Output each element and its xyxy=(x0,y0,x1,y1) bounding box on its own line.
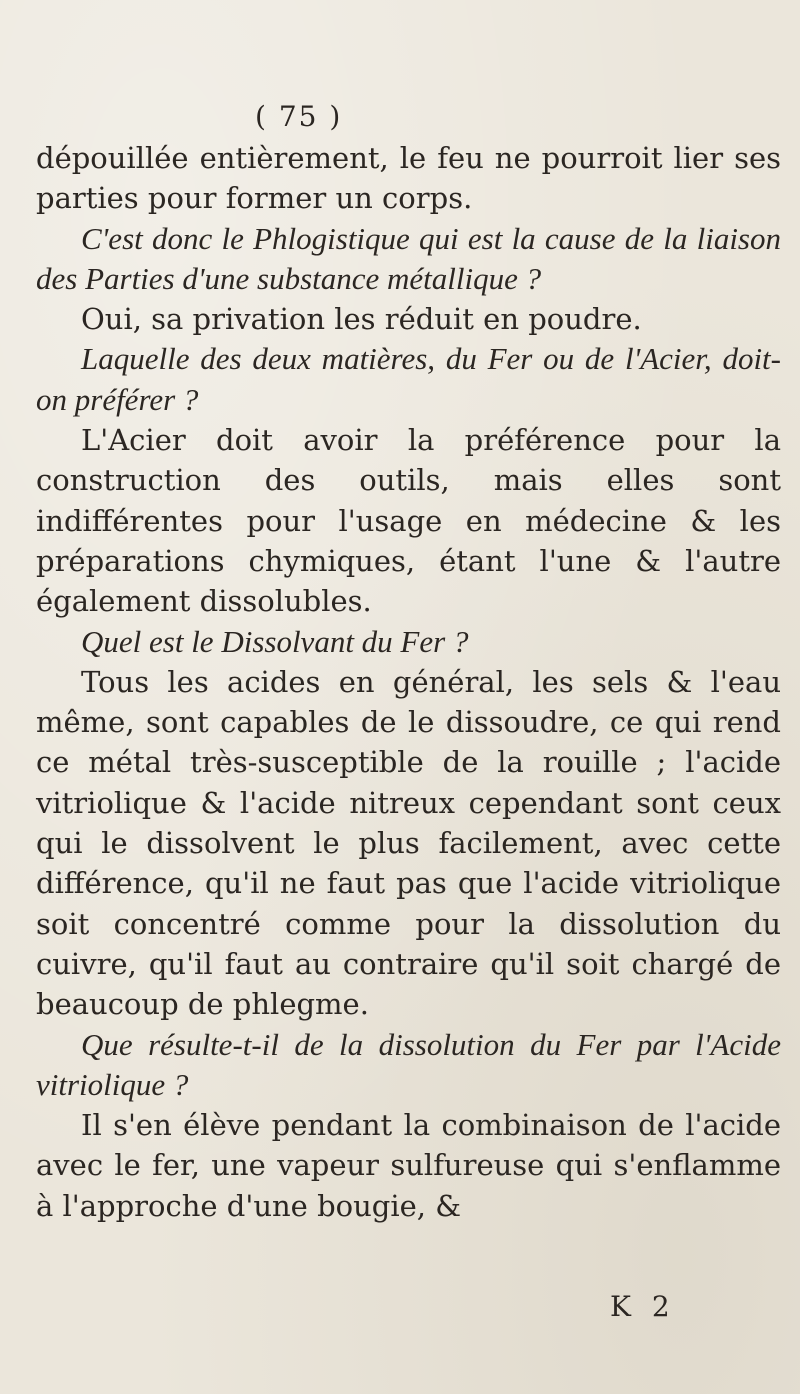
question-paragraph: Laquelle des deux matières, du Fer ou de l'Acier, doit-on préférer ? xyxy=(36,341,781,417)
answer-paragraph: Oui, sa privation les réduit en poudre. xyxy=(81,302,642,337)
answer-paragraph: Il s'en élève pendant la combinaison de l'acide avec le fer, une vapeur sulfureuse qui s'enflamme à l'approche d'une bougie, & xyxy=(36,1108,781,1223)
catchword-signature: K 2 xyxy=(610,1290,676,1323)
answer-paragraph: L'Acier doit avoir la préférence pour la construction des outils, mais elles sont indifférentes pour l'usage en médecine & les préparations chymiques, étant l'une & l'autre également dissolubles. xyxy=(36,423,781,619)
page-number: ( 75 ) xyxy=(255,100,343,133)
answer-paragraph: Tous les acides en général, les sels & l'eau même, sont capables de le dissoudre, ce qui rend ce métal très-susceptible de la rouille ; l'acide vitriolique & l'acide nitreux cependant sont ceux qui le dissolvent le plus facilement, avec cette différence, qu'il ne faut pas que l'acide vitriolique soit concentré comme pour la dissolution du cuivre, qu'il faut au contraire qu'il soit chargé de beaucoup de phlegme. xyxy=(36,664,781,1022)
question-paragraph: C'est donc le Phlogistique qui est la cause de la liaison des Parties d'une substance métallique ? xyxy=(36,220,781,296)
text-body xyxy=(36,100,781,1226)
question-paragraph: Que résulte-t-il de la dissolution du Fer par l'Acide vitriolique ? xyxy=(36,1026,781,1102)
question-paragraph: Quel est le Dissolvant du Fer ? xyxy=(81,623,469,659)
paragraph: dépouillée entièrement, le feu ne pourroit lier ses parties pour former un corps. xyxy=(36,141,781,216)
